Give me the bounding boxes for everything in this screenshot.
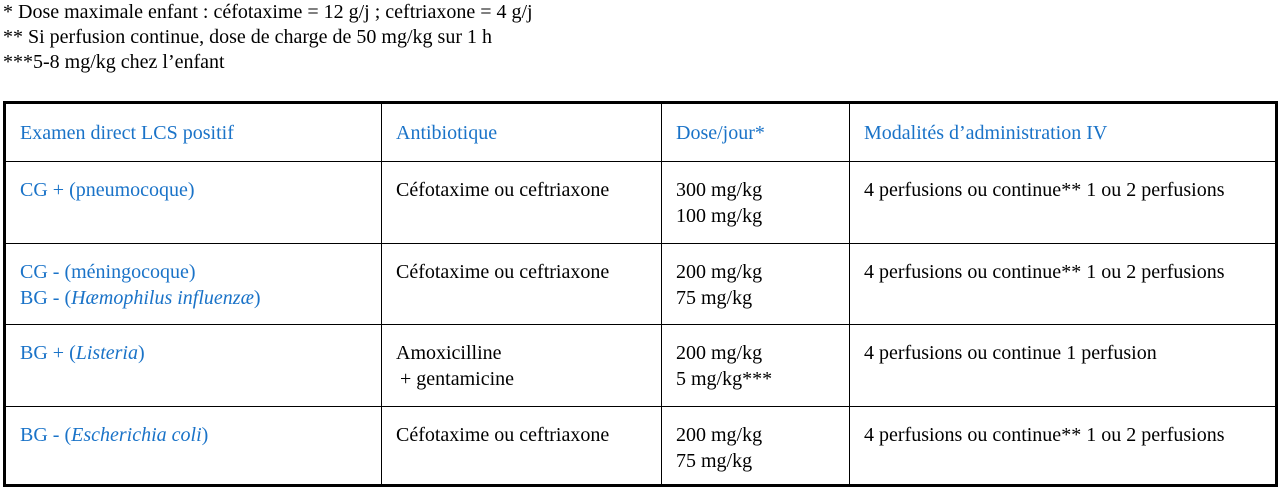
cell-antibiotic <box>382 325 662 407</box>
dose-text: 300 mg/kg <box>676 179 763 201</box>
table-header-row <box>5 103 1277 162</box>
antibiotic-table <box>3 101 1278 487</box>
dose-text: 75 mg/kg <box>676 450 753 472</box>
header-antibiotic: Antibiotique <box>382 103 662 162</box>
cell-dose <box>662 325 850 407</box>
exam-text: CG + (pneumocoque) <box>20 179 195 201</box>
cell-dose <box>662 244 850 325</box>
cell-exam <box>5 162 382 244</box>
dose-text: 100 mg/kg <box>676 205 763 227</box>
exam-text-line2: BG - (Hæmophilus influenzæ) <box>20 287 261 309</box>
dose-text: 200 mg/kg <box>676 424 763 446</box>
cell-antibiotic <box>382 162 662 244</box>
cell-dose <box>662 407 850 486</box>
header-dose: Dose/jour* <box>662 103 850 162</box>
organism-name: Listeria <box>75 342 138 364</box>
antibiotic-text: Céfotaxime ou ceftriaxone <box>396 179 610 201</box>
table-row <box>5 325 1277 407</box>
antibiotic-text: Céfotaxime ou ceftriaxone <box>396 424 610 446</box>
organism-name: Hæmophilus influenzæ <box>71 287 254 309</box>
cell-exam <box>5 244 382 325</box>
antibiotic-text: Céfotaxime ou ceftriaxone <box>396 261 610 283</box>
organism-name: Escherichia coli <box>71 424 202 446</box>
table-row <box>5 162 1277 244</box>
footnote-child-dose: ***5-8 mg/kg chez l’enfant <box>3 51 225 73</box>
footnote-continuous-infusion: ** Si perfusion continue, dose de charge de 50 mg/kg sur 1 h <box>3 26 492 48</box>
footnotes <box>3 0 533 75</box>
cell-exam <box>5 325 382 407</box>
cell-modalities: 4 perfusions ou continue** 1 ou 2 perfusions <box>850 162 1277 244</box>
cell-modalities: 4 perfusions ou continue 1 perfusion <box>850 325 1277 407</box>
dose-text: 75 mg/kg <box>676 287 753 309</box>
cell-modalities: 4 perfusions ou continue** 1 ou 2 perfusions <box>850 407 1277 486</box>
table-row <box>5 407 1277 486</box>
cell-modalities: 4 perfusions ou continue** 1 ou 2 perfusions <box>850 244 1277 325</box>
footnote-max-dose: * Dose maximale enfant : céfotaxime = 12 g/j ; ceftriaxone = 4 g/j <box>3 1 533 23</box>
exam-text: BG - (Escherichia coli) <box>20 424 209 446</box>
exam-text: CG - (méningocoque) <box>20 261 196 283</box>
dose-text: 5 mg/kg*** <box>676 368 773 390</box>
antibiotic-text: + gentamicine <box>400 368 515 390</box>
cell-dose <box>662 162 850 244</box>
cell-exam <box>5 407 382 486</box>
exam-text: BG + (Listeria) <box>20 342 145 364</box>
header-modalities: Modalités d’administration IV <box>850 103 1277 162</box>
dose-text: 200 mg/kg <box>676 342 763 364</box>
dose-text: 200 mg/kg <box>676 261 763 283</box>
antibiotic-text: Amoxicilline <box>396 342 502 364</box>
cell-antibiotic <box>382 244 662 325</box>
header-exam: Examen direct LCS positif <box>5 103 382 162</box>
table-row <box>5 244 1277 325</box>
cell-antibiotic <box>382 407 662 486</box>
